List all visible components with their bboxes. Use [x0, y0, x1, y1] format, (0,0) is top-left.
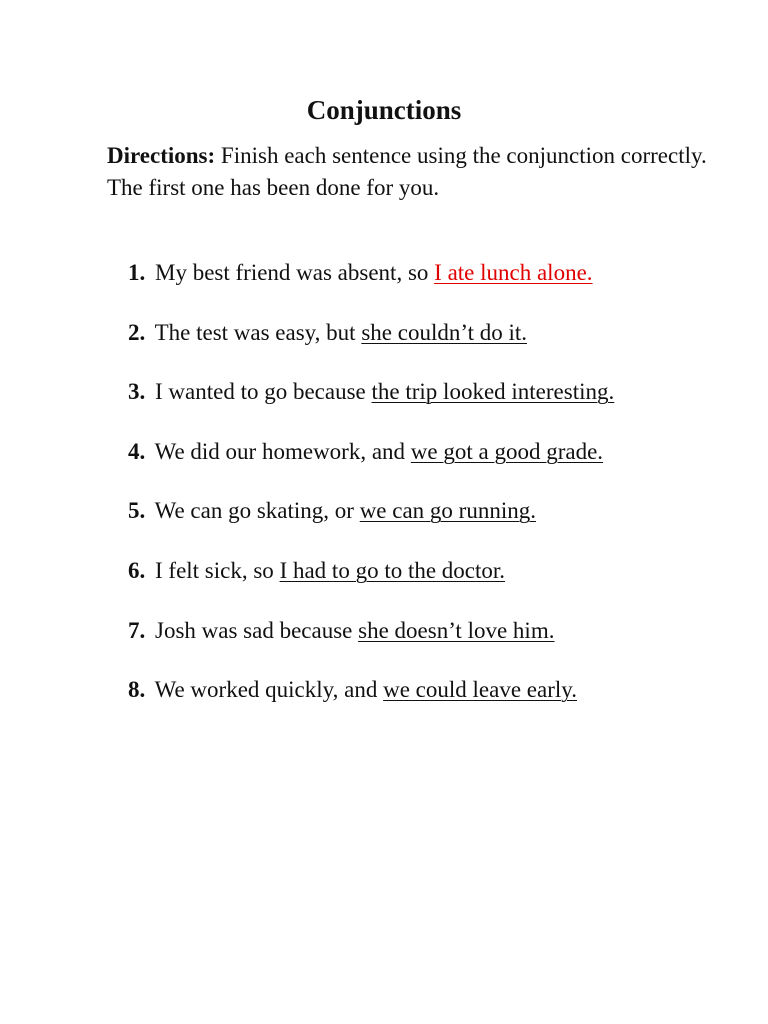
- sentence-item: [128, 614, 748, 674]
- sentence-item: [128, 673, 748, 733]
- item-number: 8.: [128, 677, 146, 703]
- item-answer: we can go running.: [359, 498, 536, 524]
- item-number: 4.: [128, 438, 146, 464]
- item-prompt: We can go skating, or: [154, 498, 354, 524]
- directions: [107, 140, 707, 204]
- item-prompt: My best friend was absent, so: [155, 260, 429, 285]
- item-answer: I had to go to the doctor.: [279, 557, 506, 583]
- item-prompt: Josh was sad because: [155, 617, 353, 643]
- sentence-item: [128, 494, 748, 554]
- sentence-item: [128, 256, 748, 316]
- sentence-item: [128, 435, 748, 495]
- item-prompt: The test was easy, but: [154, 319, 356, 345]
- item-prompt: We worked quickly, and: [154, 677, 378, 703]
- directions-text: Finish each sentence using the conjunction correctly. The first one has been done for you.: [107, 143, 707, 200]
- item-number: 5.: [128, 498, 146, 524]
- item-answer-example: I ate lunch alone.: [434, 260, 593, 285]
- item-prompt: I felt sick, so: [155, 557, 274, 583]
- item-answer: the trip looked interesting.: [371, 379, 615, 405]
- directions-label: Directions:: [107, 143, 216, 168]
- item-prompt: I wanted to go because: [155, 379, 366, 405]
- item-answer: she couldn’t do it.: [361, 319, 527, 345]
- item-number: 3.: [128, 379, 146, 405]
- item-number: 2.: [128, 319, 146, 345]
- item-number: 6.: [128, 557, 146, 583]
- page-title: Conjunctions: [306, 95, 462, 125]
- item-answer: we got a good grade.: [410, 438, 604, 464]
- item-number: 7.: [128, 617, 146, 643]
- item-answer: we could leave early.: [383, 677, 578, 703]
- sentence-item: [128, 375, 748, 435]
- sentence-list: [128, 256, 748, 733]
- item-number: 1.: [128, 260, 146, 285]
- item-answer: she doesn’t love him.: [358, 617, 555, 643]
- sentence-item: [128, 316, 748, 376]
- item-prompt: We did our homework, and: [154, 438, 406, 464]
- sentence-item: [128, 554, 748, 614]
